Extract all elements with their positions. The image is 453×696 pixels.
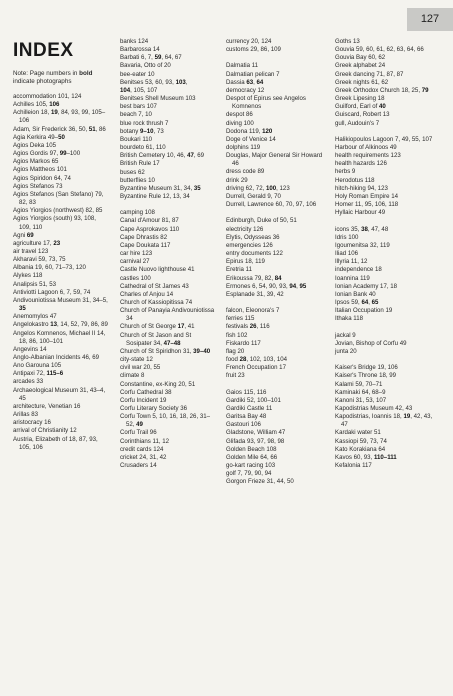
index-entry: Constantine, ex-King 20, 51 [120,380,196,388]
index-entry: Greek nights 61, 62 [335,78,389,86]
index-entry: Greek alphabet 24 [335,62,386,70]
index-entry: Anglo-Albanian Incidents 46, 69 [13,354,100,361]
index-entry: Dalmatia 11 [226,62,259,70]
index-entry: food 28, 102, 103, 104 [226,356,288,364]
index-entry: Cathedral of St James 43 [120,282,189,290]
index-entry: Church of St Spiridhon 31, 39–40 [120,347,211,355]
index-entry: Agios Gordis 97, 99–100 [13,150,81,158]
index-entry: jackal 9 [335,331,356,339]
index-entry: drink 29 [226,176,248,184]
index-entry: Douglas, Major General Sir Howard 46 [226,152,323,168]
index-entry: Greek Orthodox Church 18, 25, 79 [335,86,429,94]
index-entry: butterflies 10 [120,176,155,184]
index-entry: Cape Dhrastis 82 [120,233,168,241]
index-entry: Durrell, Lawrence 60, 70, 97, 106 [226,201,317,209]
index-column-1 [13,93,108,452]
index-entry: Byzantine Museum 31, 34, 35 [120,184,201,192]
index-entry: Kapodistrias, Ioannis 18, 19, 42, 43, 47 [335,413,433,429]
index-entry: independence 18 [335,266,382,274]
index-entry: Jovian, Bishop of Corfu 49 [335,339,407,347]
index-entry: Kato Korakiana 64 [335,445,386,453]
index-entry: Adam, Sir Frederick 36, 50, 51, 86 [13,125,106,133]
index-entry: Church of Panayia Andivouniotissa 34 [120,307,215,323]
index-title: INDEX [13,40,74,61]
index-entry: Agios Markos 65 [13,158,59,166]
index-column-2 [120,38,216,470]
index-entry: city-state 12 [120,356,153,364]
index-entry: fish 102 [226,331,248,339]
index-entry: Andivouniotissa Museum 31, 34–5, 35 [13,296,108,313]
index-entry: blue rock thrush 7 [120,119,169,127]
index-entry: Barbati 6, 7, 59, 64, 67 [120,54,182,62]
index-entry: junta 20 [335,347,357,355]
index-entry: Eretria 11 [226,266,252,274]
index-entry: Gardiki 52, 100–101 [226,396,281,404]
index-entry: Holy Roman Empire 14 [335,192,398,200]
index-entry: emergencies 126 [226,241,273,249]
index-entry: Edinburgh, Duke of 50, 51 [226,217,297,225]
index-entry: Esplanade 31, 39, 42 [226,290,284,298]
index-entry: Kanoni 31, 53, 107 [335,396,387,404]
index-entry: Antipaxi 72, 115–6 [13,370,64,378]
index-entry: despot 86 [226,111,253,119]
index-entry: ferries 115 [226,315,255,323]
index-entry: hitch-hiking 94, 123 [335,184,388,192]
index-entry: herbs 9 [335,168,356,176]
index-entry: bourdeto 61, 110 [120,144,166,152]
index-entry: Achilleion 18, 19, 84, 93, 99, 105–106 [13,109,106,125]
index-entry: architecture, Venetian 16 [13,402,81,410]
index-entry: camping 108 [120,209,155,217]
index-entry: Analipsis 51, 53 [13,280,57,288]
index-column-4 [335,38,439,470]
index-entry: Kassiopi 59, 73, 74 [335,437,387,445]
index-entry: Glifada 93, 97, 98, 98 [226,437,285,445]
index-entry: Goths 13 [335,38,360,45]
index-entry: arcades 33 [13,378,44,386]
index-column-3 [226,38,326,487]
index-entry: Corinthians 11, 12 [120,437,170,445]
index-entry: dress code 89 [226,168,265,176]
index-entry: Dassia 63, 64 [226,78,264,86]
index-entry: Corfu Cathedral 38 [120,388,172,396]
index-entry: Agios Spiridon 64, 74 [13,174,71,182]
index-entry: customs 29, 86, 109 [226,46,281,54]
index-entry: Greek dancing 71, 87, 87 [335,70,404,78]
index-entry: carnival 27 [120,258,150,266]
index-entry: Ermones 6, 54, 90, 93, 94, 95 [226,282,307,290]
index-entry: Boukari 110 [120,135,153,143]
index-entry: Dodona 119, 120 [226,127,273,135]
index-entry: Despot of Epirus see Angelos Komnenos [226,95,306,111]
page-number: 127 [407,8,453,31]
index-entry: Alykes 118 [13,272,43,280]
index-entry: Gladstone, William 47 [226,429,286,437]
index-entry: Kaminaki 64, 68–9 [335,388,386,396]
index-entry: Agios Stefanos 73 [13,182,63,190]
index-entry: Ioannina 119 [335,274,370,282]
index-entry: Cape Doukata 117 [120,241,171,249]
index-entry: Golden Mile 64, 66 [226,453,278,461]
index-entry: Gouvia 59, 60, 61, 62, 63, 64, 66 [335,46,424,54]
index-entry: Ithaka 118 [335,315,364,323]
index-entry: Cape Asprokavos 110 [120,225,180,233]
index-entry: civil war 20, 55 [120,364,161,372]
index-entry: Garitsa Bay 48 [226,413,267,421]
index-entry: Gouvia Bay 60, 62 [335,54,386,62]
index-entry: Iliad 106 [335,250,359,258]
index-entry: Golden Beach 108 [226,445,277,453]
index-entry: Agios Deka 105 [13,141,57,149]
index-entry: Epirus 18, 119 [226,258,265,266]
index-entry: Agios Mattheos 101 [13,166,67,174]
index-entry: Dalmatian pelican 7 [226,70,280,78]
index-entry: Anemomylos 47 [13,313,57,321]
index-entry: Archaeological Museum 31, 43–4, 45 [13,386,106,402]
index-entry: health requirements 123 [335,152,401,160]
index-entry: Halikiopoulos Lagoon 7, 49, 55, 107 [335,135,433,143]
index-entry: Church of Kassiopitissa 74 [120,298,193,306]
index-entry: Gastouri 106 [226,421,261,429]
index-entry: Albania 19, 60, 71–73, 120 [13,264,86,272]
index-entry: driving 62, 72, 100, 123 [226,184,290,192]
index-entry: falcon, Eleonora's 7 [226,307,280,315]
index-entry: Doge of Venice 14 [226,135,276,143]
index-entry: Agios Yiorgios (northwest) 82, 85 [13,207,103,215]
index-entry: Kavos 60, 93, 110–111 [335,453,397,461]
index-entry: Agia Kerkira 49–50 [13,133,65,141]
index-entry: flag 20 [226,347,245,355]
index-entry: Kefalonia 117 [335,462,372,470]
index-entry: Guiscard, Robert 13 [335,111,390,119]
index-note: Note: Page numbers in bold indicate photographs [13,70,93,86]
index-entry: Benitses Shell Museum 103 [120,95,196,103]
index-entry: dolphins 119 [226,144,261,152]
index-entry: diving 100 [226,119,254,127]
index-entry: bee-eater 10 [120,70,155,78]
index-entry: banks 124 [120,38,149,45]
index-entry: Ionian Academy 17, 18 [335,282,397,290]
index-entry: Corfu Literary Society 36 [120,405,188,413]
index-entry: Hyllaic Harbour 49 [335,209,386,217]
index-entry: Illyria 11, 12 [335,258,368,266]
index-entry: Angelokastro 13, 14, 52, 79, 86, 89 [13,321,108,329]
index-entry: Byzantine Rule 12, 13, 34 [120,192,190,200]
index-entry: Akharavi 59, 73, 75 [13,256,66,264]
index-entry: buses 62 [120,168,145,176]
index-entry: Canal d'Amour 81, 87 [120,217,179,225]
index-entry: Erikoussa 79, 82, 84 [226,274,282,282]
index-entry: Corfu Town 5, 10, 16, 18, 26, 31–52, 49 [120,413,211,429]
index-entry: climate 8 [120,372,145,380]
index-entry: Church of St Jason and St Sosipater 34, 47–48 [120,331,192,347]
index-entry: Guilford, Earl of 40 [335,103,386,111]
index-entry: beach 7, 10 [120,111,152,119]
index-entry: Castle Nuovo lighthouse 41 [120,266,195,274]
index-entry: Agios Stefanos (San Stefano) 79, 82, 83 [13,190,104,207]
index-entry: Church of St George 17, 41 [120,323,195,331]
index-entry: credit cards 124 [120,445,164,453]
index-entry: Idris 100 [335,233,359,241]
index-entry: Ionian Bank 40 [335,290,376,298]
index-entry: Benitses 53, 60, 93, 103, [120,78,188,86]
index-entry: Greek Lipesing 18 [335,95,385,103]
index-entry: entry documents 122 [226,250,283,258]
index-entry: air travel 123 [13,247,49,255]
index-entry: aristocracy 16 [13,419,51,427]
index-entry: British Cemetery 10, 46, 47, 69 [120,152,205,160]
index-entry: car hire 123 [120,250,153,258]
index-entry: gull, Audouin's 7 [335,119,380,127]
index-entry: icons 35, 38, 47, 48 [335,225,389,233]
index-entry: Ipsos 59, 64, 65 [335,298,379,306]
index-entry: Kaiser's Throne 18, 99 [335,372,397,380]
index-entry: Elytis, Odysseas 36 [226,233,280,241]
index-entry: castles 100 [120,274,151,282]
index-entry: Bavaria, Otto of 20 [120,62,171,70]
index-entry: Kalami 59, 70–71 [335,380,383,388]
index-entry: Kaiser's Bridge 19, 106 [335,364,398,372]
index-entry: Gaios 115, 116 [226,388,267,396]
index-entry: Homer 11, 95, 106, 118 [335,201,399,209]
index-entry: electricity 126 [226,225,264,233]
index-entry: Kapodistrias Museum 42, 43 [335,404,413,412]
index-entry: Achilles 105, 106 [13,101,60,109]
index-entry: Italian Occupation 19 [335,307,393,315]
index-entry: 104, 105, 107 [120,86,158,94]
index-entry: Crusaders 14 [120,462,157,470]
index-entry: Corfu Incident 19 [120,396,167,404]
index-entry: Kardaki water 51 [335,429,381,437]
index-entry: Harbour of Alkinoos 49 [335,144,397,152]
index-entry: Angelos Komnenos, Michael II 14, 18, 86, 100–101 [13,329,106,345]
index-entry: Durrell, Gerald 9, 70 [226,192,281,200]
index-entry: go-kart racing 103 [226,462,276,470]
index-entry: best bars 107 [120,103,157,111]
index-entry: golf 7, 79, 90, 94 [226,470,272,478]
index-entry: Angevins 14 [13,345,47,353]
index-entry: Barbarossa 14 [120,46,160,54]
index-entry: Fiskardo 117 [226,339,261,347]
index-entry: Ano Garouna 105 [13,362,62,370]
index-entry: accommodation 101, 124 [13,93,82,100]
index-entry: botany 9–10, 73 [120,127,164,135]
index-entry: Arillas 83 [13,411,39,419]
index-entry: cricket 24, 31, 42 [120,453,167,461]
index-entry: festivals 26, 116 [226,323,270,331]
index-entry: Gorgon Frieze 31, 44, 50 [226,478,294,486]
index-entry: Gardiki Castle 11 [226,404,273,412]
index-entry: health hazards 126 [335,160,387,168]
index-entry: democracy 12 [226,86,265,94]
index-entry: Agios Yiorgios (south) 93, 108, 109, 110 [13,215,96,231]
index-entry: agriculture 17, 23 [13,239,61,247]
index-entry: Austria, Elizabeth of 18, 87, 93, 105, 106 [13,435,98,451]
index-entry: Agni 69 [13,231,34,239]
index-entry: arrival of Christianity 12 [13,427,77,435]
index-entry: Corfu Trail 96 [120,429,157,437]
index-entry: Igoumenitsa 32, 119 [335,241,390,249]
index-entry: Charles of Anjou 14 [120,290,174,298]
index-entry: Antiviotti Lagoon 6, 7, 59, 74 [13,288,91,296]
index-entry: Herodotus 118 [335,176,375,184]
index-entry: currency 20, 124 [226,38,272,45]
index-entry: British Rule 17 [120,160,160,168]
index-entry: French Occupation 17 [226,364,286,372]
index-entry: fruit 23 [226,372,245,380]
